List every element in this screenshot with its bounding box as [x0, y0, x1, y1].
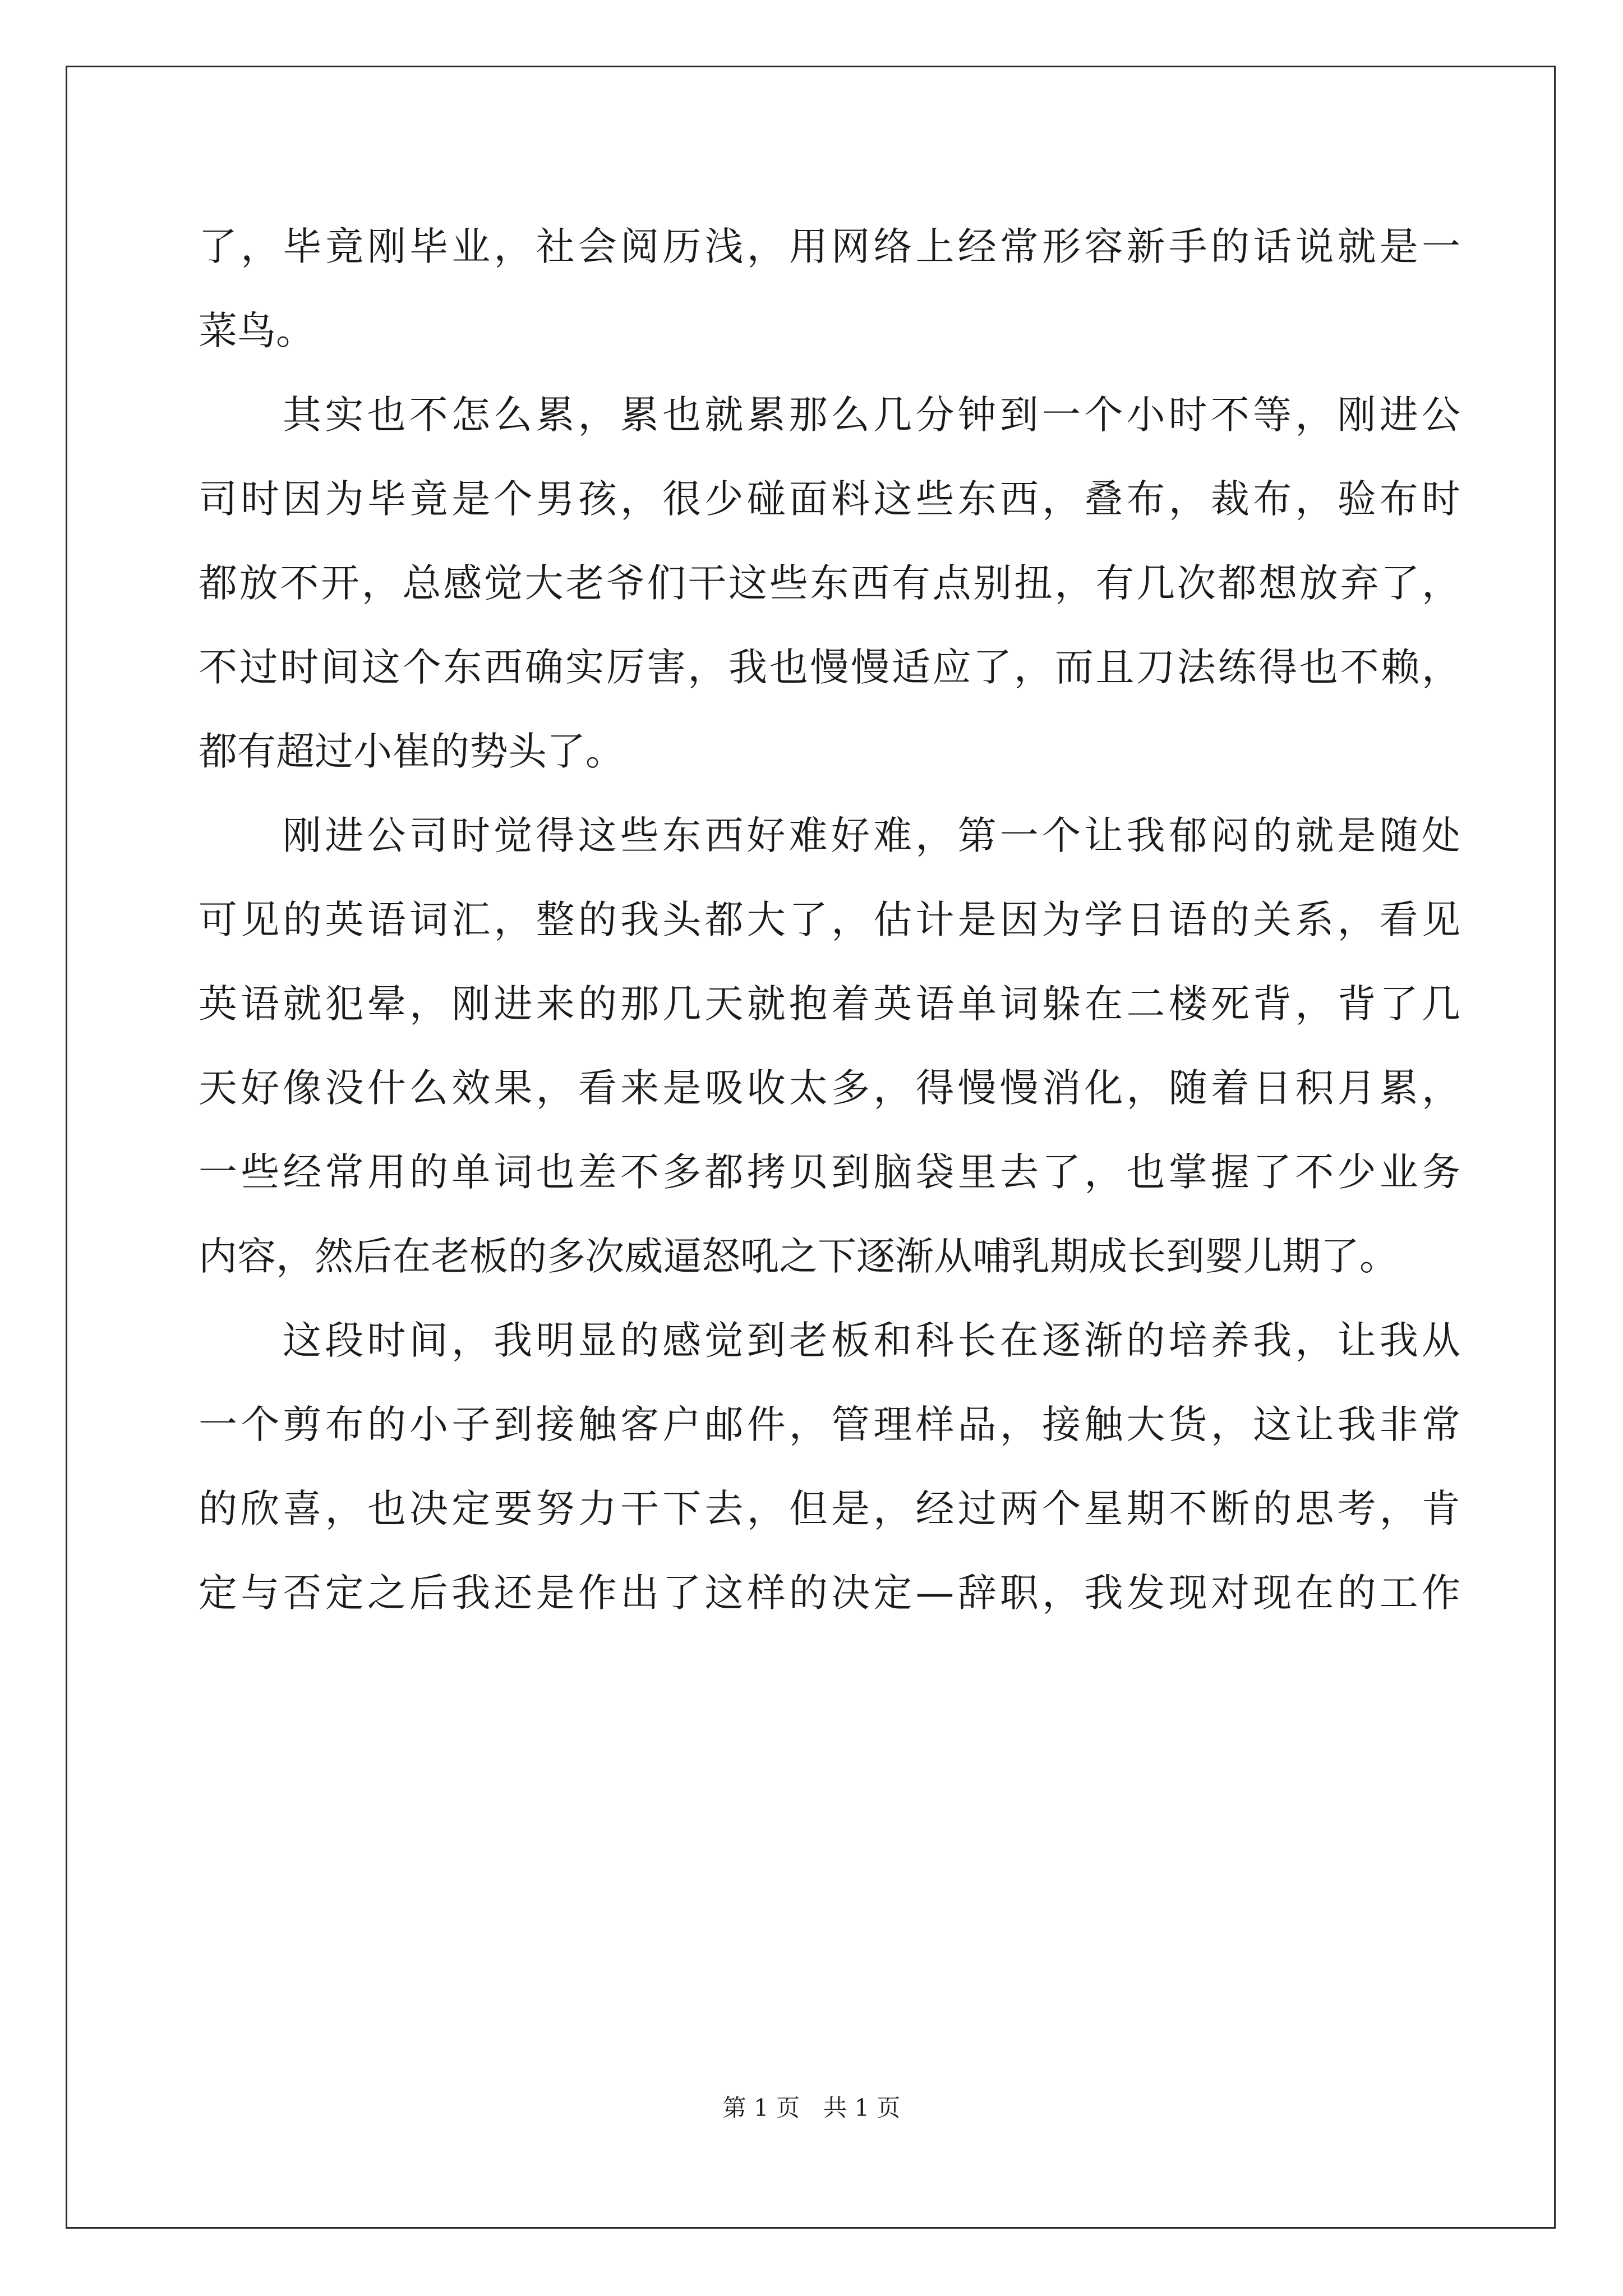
paragraph-first-line: 这段时间，我明显的感觉到老板和科长在逐渐的培养我，让我从	[283, 1318, 1460, 1363]
text-line: 一些经常用的单词也差不多都拷贝到脑袋里去了，也掌握了不少业务	[199, 1150, 1460, 1195]
text-line: 天好像没什么效果，看来是吸收太多，得慢慢消化，随着日积月累，	[199, 1066, 1460, 1111]
text-line: 司时因为毕竟是个男孩，很少碰面料这些东西，叠布，裁布，验布时	[199, 477, 1460, 522]
text-line: 都放不开，总感觉大老爷们干这些东西有点别扭，有几次都想放弃了，	[199, 561, 1460, 606]
text-line: 不过时间这个东西确实厉害，我也慢慢适应了，而且刀法练得也不赖，	[199, 645, 1460, 690]
paragraph-first-line: 刚进公司时觉得这些东西好难好难，第一个让我郁闷的就是随处	[283, 813, 1460, 858]
text-line: 定与否定之后我还是作出了这样的决定—辞职，我发现对现在的工作	[199, 1571, 1460, 1616]
text-line: 的欣喜，也决定要努力干下去，但是，经过两个星期不断的思考，肯	[199, 1487, 1460, 1531]
text-line: 了，毕竟刚毕业，社会阅历浅，用网络上经常形容新手的话说就是一	[199, 224, 1460, 269]
paragraph-first-line: 其实也不怎么累，累也就累那么几分钟到一个小时不等，刚进公	[283, 393, 1460, 438]
text-line: 都有超过小崔的势头了。	[199, 729, 624, 774]
text-line: 内容，然后在老板的多次威逼怒吼之下逐渐从哺乳期成长到婴儿期了。	[199, 1234, 1398, 1279]
text-line: 菜鸟。	[199, 309, 315, 353]
text-line: 英语就犯晕，刚进来的那几天就抱着英语单词躲在二楼死背，背了几	[199, 982, 1460, 1027]
text-line: 可见的英语词汇，整的我头都大了，估计是因为学日语的关系，看见	[199, 898, 1460, 942]
page-footer: 第 1 页 共 1 页	[722, 2094, 901, 2122]
text-line: 一个剪布的小子到接触客户邮件，管理样品，接触大货，这让我非常	[199, 1402, 1460, 1447]
